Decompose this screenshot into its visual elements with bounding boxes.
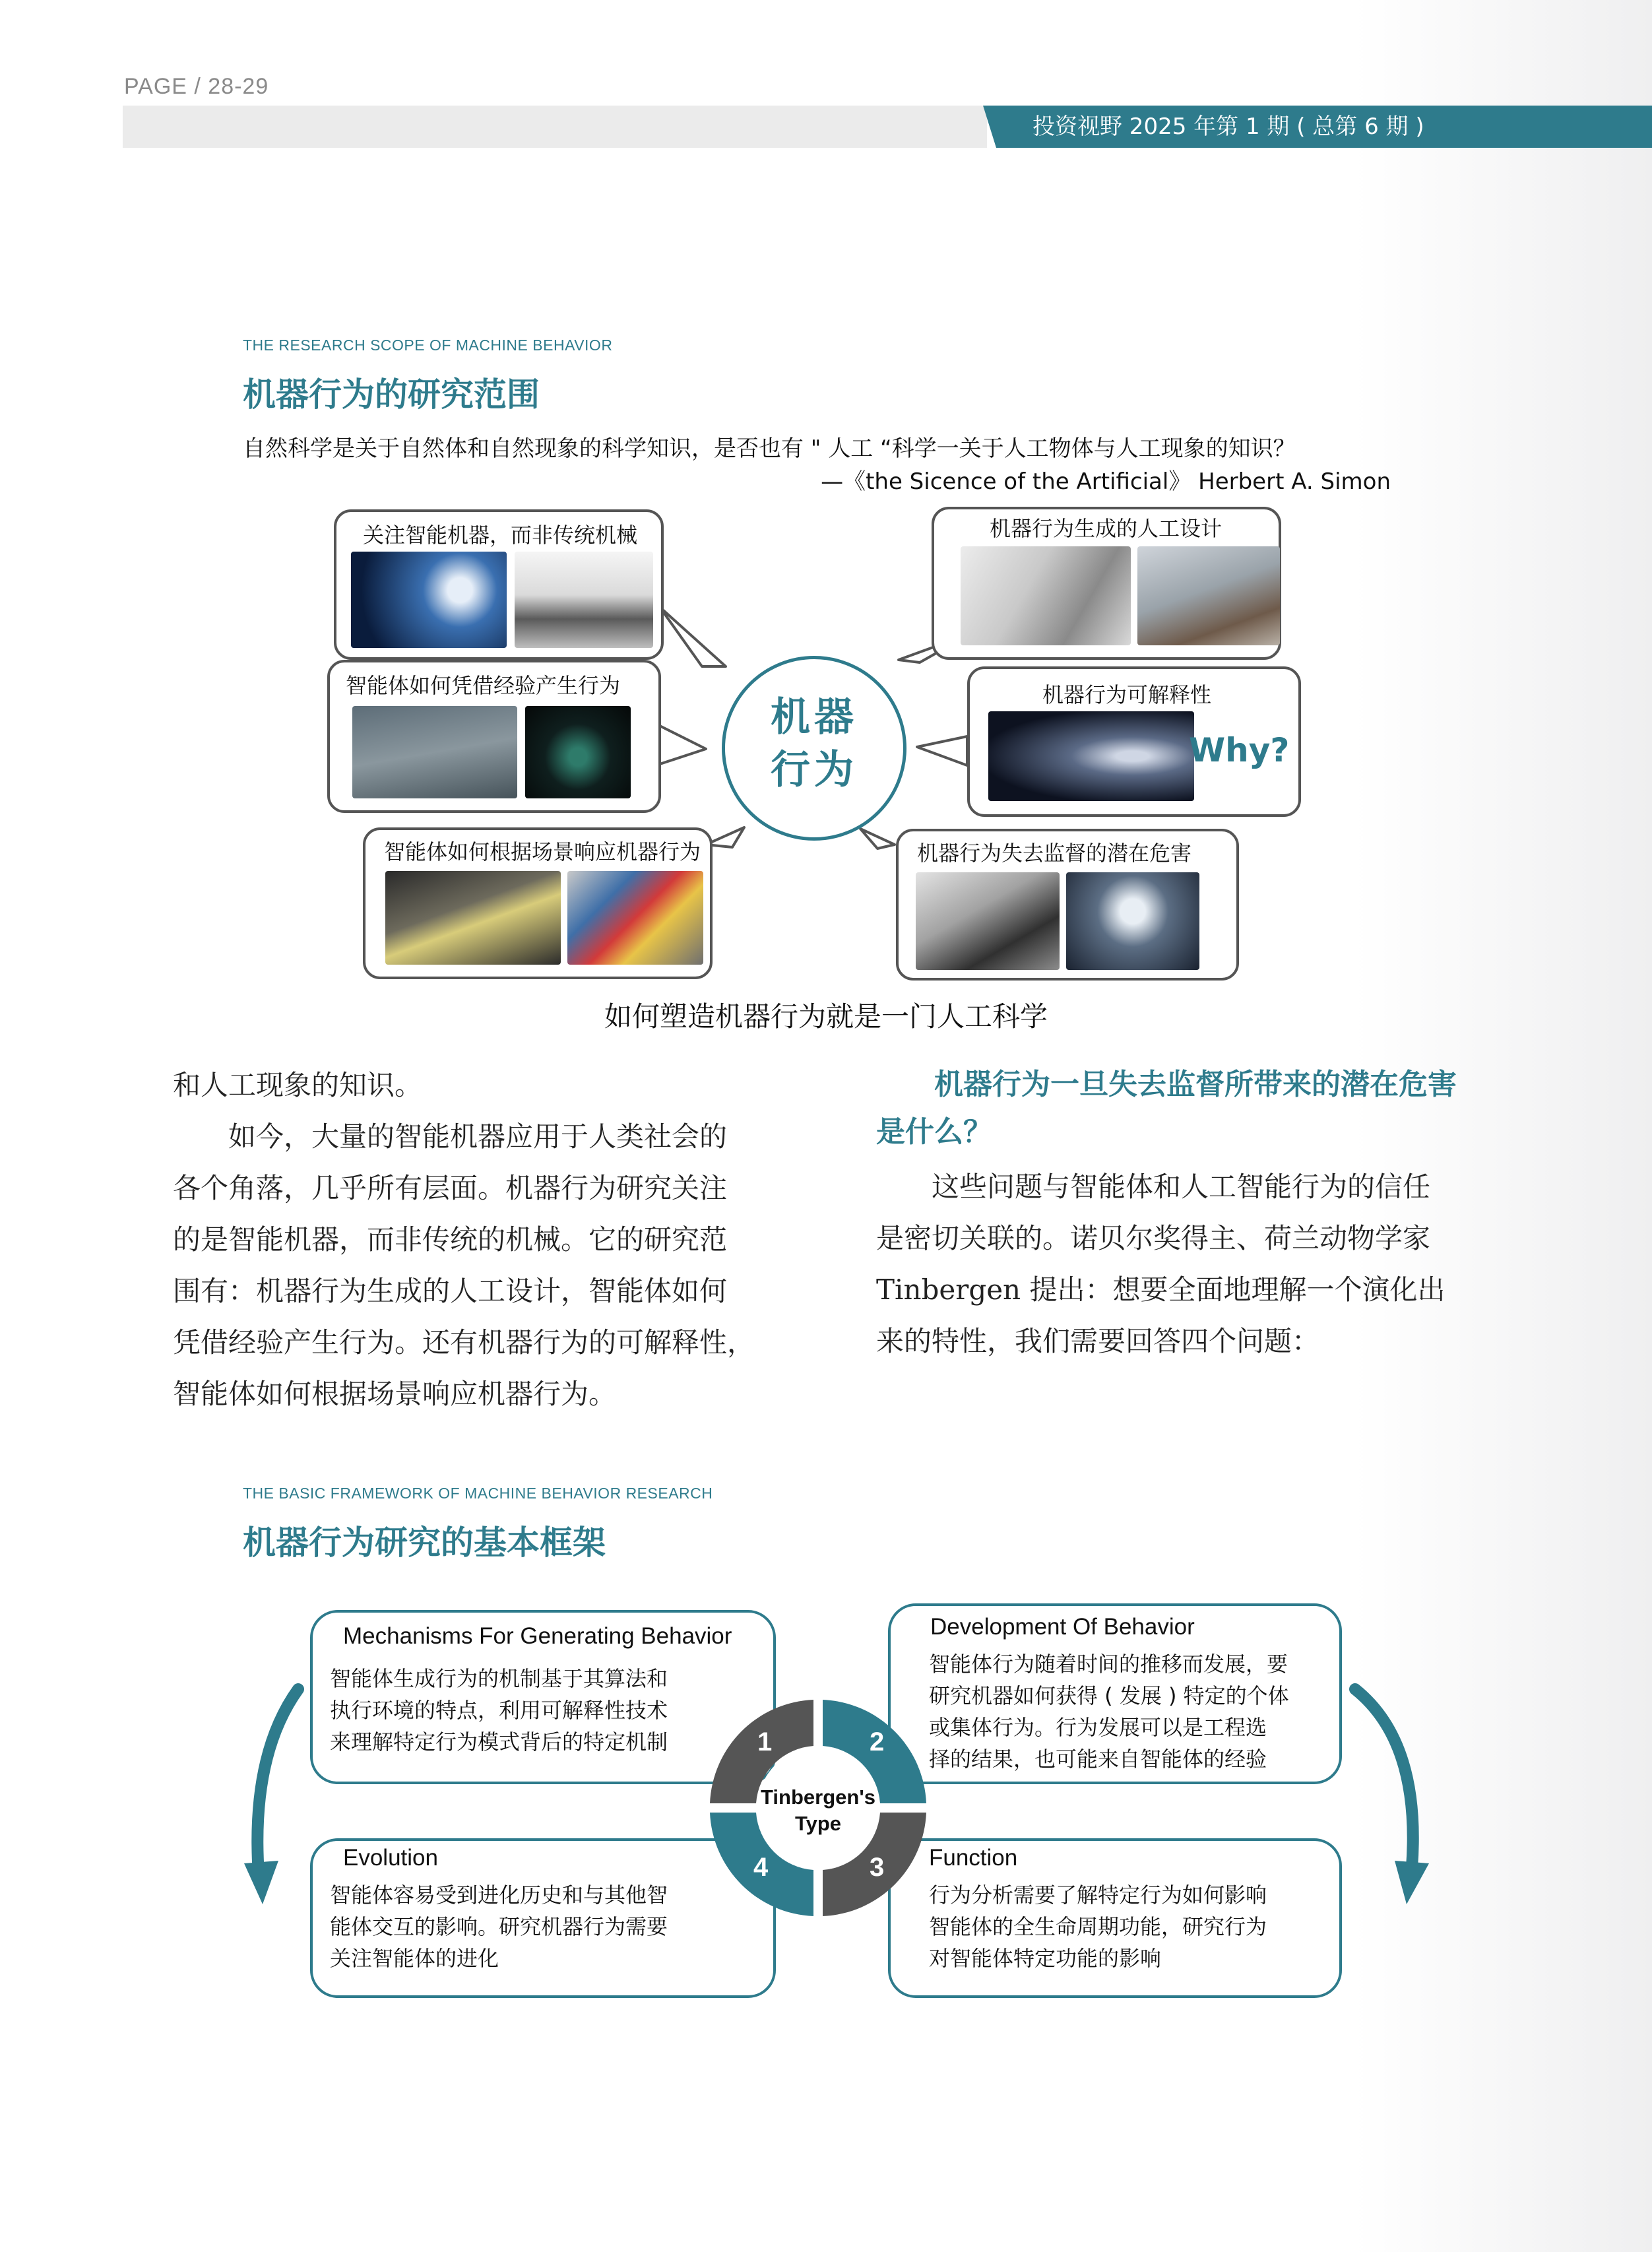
ring-center-line-2: Type	[794, 1812, 842, 1835]
box-line: 对智能体特定功能的影响	[929, 1946, 1162, 1971]
body-line: 的是智能机器，而非传统的机械。它的研究范	[173, 1223, 728, 1256]
humanoid-robot-image	[1137, 546, 1280, 645]
brain-ai-image	[988, 711, 1194, 801]
body-line: 来的特性，我们需要回答四个问题：	[876, 1325, 1320, 1357]
ai-robot-image	[1066, 872, 1199, 970]
connector-top-left	[660, 607, 726, 666]
box-title: Function	[929, 1845, 1018, 1871]
body-line: 凭借经验产生行为。还有机器行为的可解释性，	[173, 1326, 755, 1359]
box-label: 智能体如何凭借经验产生行为	[346, 673, 621, 698]
box-line: 来理解特定行为模式背后的特定机制	[330, 1729, 668, 1754]
ring-number-1: 1	[757, 1727, 773, 1756]
ring-number-3: 3	[870, 1853, 885, 1882]
body-line: 各个角落，几乎所有层面。机器行为研究关注	[173, 1172, 728, 1204]
question-heading-line: 是什么？	[876, 1115, 992, 1149]
center-line-1: 机器	[771, 694, 858, 740]
question-heading	[876, 1061, 1483, 1156]
why-label: Why?	[1189, 731, 1290, 769]
body-line: 如今，大量的智能机器应用于人类社会的	[173, 1120, 728, 1153]
quote-attribution: —《the Sicence of the Artificial》 Herbert A. Simon	[821, 468, 1391, 495]
box-line: 智能体行为随着时间的推移而发展，要	[929, 1652, 1288, 1677]
ring-center-label	[752, 1784, 884, 1837]
box-line: 智能体生成行为的机制基于其算法和	[330, 1666, 668, 1691]
box-line: 执行环境的特点，利用可解释性技术	[330, 1698, 668, 1723]
mindmap-caption: 如何塑造机器行为就是一门人工科学	[604, 1000, 1048, 1033]
section2-eyebrow: THE BASIC FRAMEWORK OF MACHINE BEHAVIOR RESEARCH	[243, 1485, 713, 1502]
body-line: Tinbergen 提出：想要全面地理解一个演化出	[876, 1273, 1446, 1306]
box-title: Evolution	[343, 1845, 438, 1871]
box-title: Development Of Behavior	[930, 1614, 1195, 1640]
arrow-head	[1395, 1861, 1429, 1904]
framework-box-development	[888, 1603, 1342, 1784]
mindmap-box-experience-behavior	[327, 660, 661, 813]
section1-eyebrow: THE RESEARCH SCOPE OF MACHINE BEHAVIOR	[243, 337, 613, 354]
ring-number-4: 4	[753, 1853, 769, 1882]
left-curved-arrow	[232, 1676, 331, 1940]
section1-title: 机器行为的研究范围	[243, 375, 540, 414]
highway-lanes-image	[385, 871, 561, 965]
right-column	[876, 1161, 1509, 1367]
arrow-body	[1355, 1689, 1413, 1867]
box-line: 能体交互的影响。研究机器行为需要	[330, 1914, 668, 1939]
arrow-head	[244, 1861, 278, 1904]
box-line: 关注智能体的进化	[330, 1946, 499, 1971]
mindmap-box-intelligent-machines	[334, 509, 664, 660]
left-column	[173, 1060, 806, 1420]
box-label: 机器行为失去监督的潜在危害	[917, 841, 1192, 866]
box-line: 行为分析需要了解特定行为如何影响	[929, 1882, 1267, 1908]
road-drone-image	[352, 706, 517, 798]
center-line-2: 行为	[771, 747, 858, 793]
mindmap-center-node	[722, 656, 906, 841]
connector-bottom-right	[860, 829, 895, 849]
body-line: 是密切关联的。诺贝尔奖得主、荷兰动物学家	[876, 1222, 1431, 1254]
robot-network-image	[351, 552, 507, 648]
quote: 自然科学是关于自然体和自然现象的科学知识，是否也有 " 人工 “科学一关于人工物体与人工现象的知识？	[243, 435, 1296, 462]
connector-mid-right	[917, 736, 967, 765]
box-label: 关注智能机器，而非传统机械	[363, 523, 638, 548]
box-label: 智能体如何根据场景响应机器行为	[384, 839, 701, 864]
section2-title: 机器行为研究的基本框架	[243, 1524, 606, 1562]
header-grey-band	[123, 106, 987, 148]
arrow-body	[257, 1689, 298, 1874]
body-line: 智能体如何根据场景响应机器行为。	[173, 1378, 617, 1410]
box-label: 机器行为生成的人工设计	[990, 516, 1223, 541]
body-line: 这些问题与智能体和人工智能行为的信任	[876, 1171, 1431, 1203]
question-heading-line: 机器行为一旦失去监督所带来的潜在危害	[876, 1068, 1457, 1101]
mindmap-box-unsupervised-risk	[896, 829, 1239, 981]
box-line: 研究机器如何获得 ( 发展 ) 特定的个体	[929, 1683, 1289, 1708]
loader-machine-image	[515, 552, 653, 648]
connector-mid-left	[660, 726, 706, 764]
body-line: 围有：机器行为生成的人工设计，智能体如何	[173, 1275, 728, 1307]
mindmap-box-scene-response	[363, 827, 713, 979]
page-label: PAGE / 28-29	[124, 74, 269, 99]
box-title: Mechanisms For Generating Behavior	[343, 1623, 732, 1649]
ring-number-2: 2	[870, 1727, 885, 1756]
issue-label: 投资视野 2025 年第 1 期 ( 总第 6 期 )	[1032, 113, 1424, 140]
dark-tunnel-image	[525, 706, 631, 798]
framework-box-function	[888, 1838, 1342, 1998]
box-line: 择的结果，也可能来自智能体的经验	[929, 1747, 1267, 1772]
box-line: 或集体行为。行为发展可以是工程选	[929, 1715, 1267, 1740]
box-line: 智能体容易受到进化历史和与其他智	[330, 1882, 668, 1908]
box-label: 机器行为可解释性	[1042, 682, 1212, 707]
parking-cars-image	[567, 871, 703, 965]
robot-crash-image	[916, 872, 1060, 970]
box-line: 智能体的全生命周期功能，研究行为	[929, 1914, 1267, 1939]
robot-lab-image	[961, 546, 1131, 645]
body-line: 和人工现象的知识。	[173, 1069, 423, 1101]
mindmap-box-artificial-design	[932, 507, 1281, 660]
ring-center-line-1: Tinbergen's	[761, 1786, 875, 1809]
right-curved-arrow	[1342, 1676, 1441, 1940]
